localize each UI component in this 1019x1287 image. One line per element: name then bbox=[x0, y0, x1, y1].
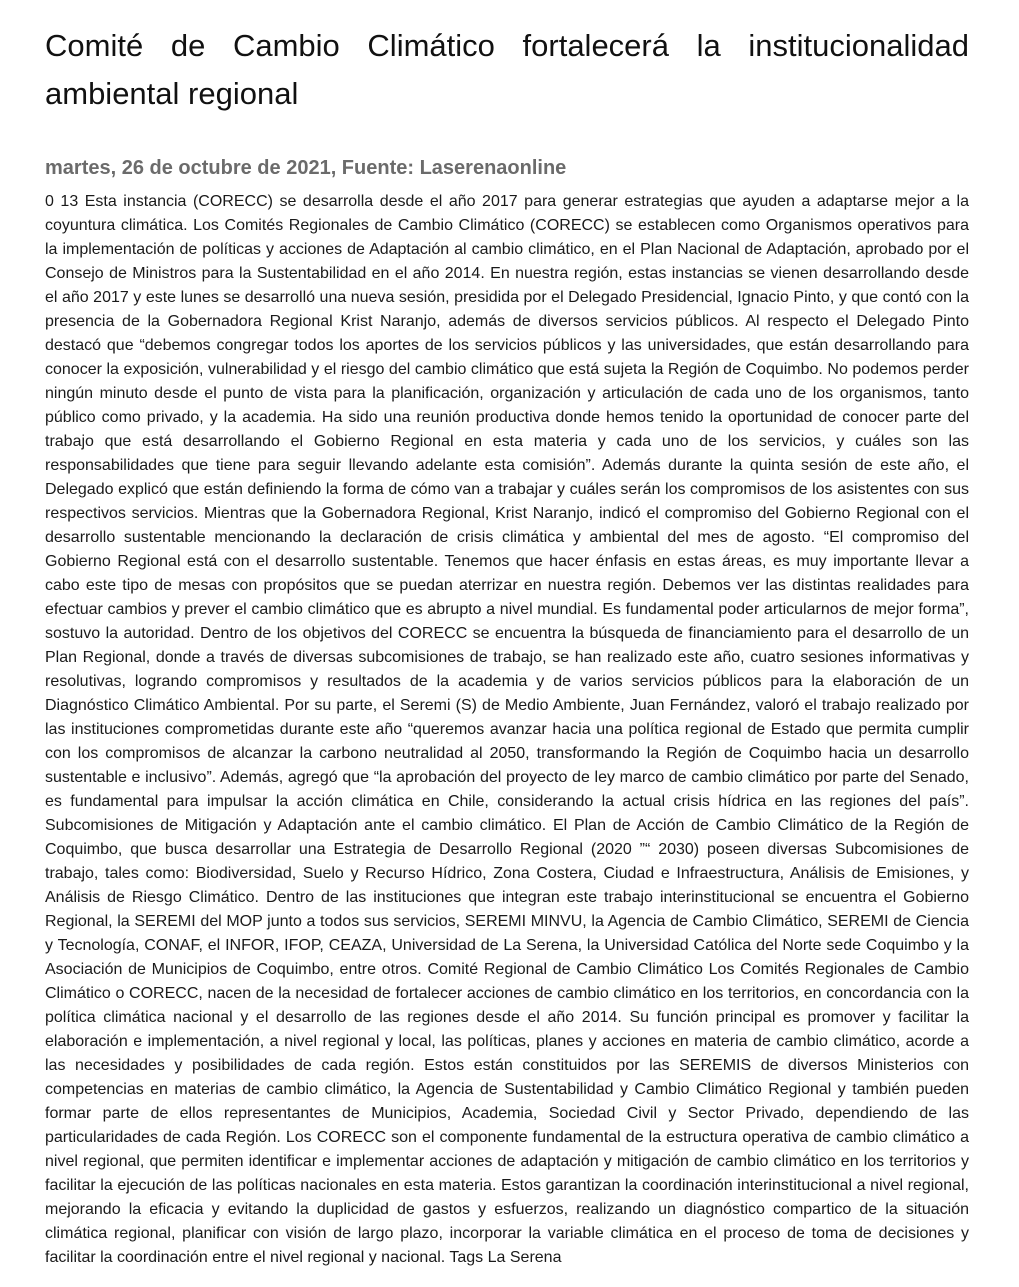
article-date-source: martes, 26 de octubre de 2021, Fuente: Laserenaonline bbox=[45, 157, 567, 179]
article-body: 0 13 Esta instancia (CORECC) se desarrolla desde el año 2017 para generar estrategias que ayuden a adaptarse mejor a la coyuntura climática. Los Comités Regionales de Cambio Climático (CORECC) se establecen como Organismos operativos para la implementación de políticas y acciones de Adaptación al cambio climático, en el Plan Nacional de Adaptación, aprobado por el Consejo de Ministros para la Sustentabilidad en el año 2014. En nuestra región, estas instancias se vienen desarrollando desde el año 2017 y este lunes se desarrolló una nueva sesión, presidida por el Delegado Presidencial, Ignacio Pinto, y que contó con la presencia de la Gobernadora Regional Krist Naranjo, además de diversos servicios públicos. Al respecto el Delegado Pinto destacó que “debemos congregar todos los aportes de los servicios públicos y las universidades, que están desarrollando para conocer la exposición, vulnerabilidad y el riesgo del cambio climático que está sujeta la Región de Coquimbo. No podemos perder ningún minuto desde el punto de vista para la planificación, organización y articulación de cada uno de los organismos, tanto público como privado, y la academia. Ha sido una reunión productiva donde hemos tenido la oportunidad de conocer parte del trabajo que está desarrollando el Gobierno Regional en esta materia y cada uno de los servicios, y cuáles son las responsabilidades que tiene para seguir llevando adelante esta comisión”. Además durante la quinta sesión de este año, el Delegado explicó que están definiendo la forma de cómo van a trabajar y cuáles serán los compromisos de los asistentes con sus respectivos servicios. Mientras que la Gobernadora Regional, Krist Naranjo, indicó el compromiso del Gobierno Regional con el desarrollo sustentable mencionando la declaración de crisis climática y ambiental del mes de agosto. “El compromiso del Gobierno Regional está con el desarrollo sustentable. Tenemos que hacer énfasis en estas áreas, es muy importante llevar a cabo este tipo de mesas con propósitos que se puedan aterrizar en nuestra región. Debemos ver las distintas realidades para efectuar cambios y prever el cambio climático que es abrupto a nivel mundial. Es fundamental poder articularnos de mejor forma”, sostuvo la autoridad. Dentro de los objetivos del CORECC se encuentra la búsqueda de financiamiento para el desarrollo de un Plan Regional, donde a través de diversas subcomisiones de trabajo, se han realizado este año, cuatro sesiones informativas y resolutivas, logrando compromisos y resultados de la academia y de varios servicios públicos para la elaboración de un Diagnóstico Climático Ambiental. Por su parte, el Seremi (S) de Medio Ambiente, Juan Fernández, valoró el trabajo realizado por las instituciones comprometidas durante este año “queremos avanzar hacia una política regional de Estado que permita cumplir con los compromisos de alcanzar la carbono neutralidad al 2050, transformando la Región de Coquimbo hacia un desarrollo sustentable e inclusivo”. Además, agregó que “la aprobación del proyecto de ley marco de cambio climático por parte del Senado, es fundamental para impulsar la acción climática en Chile, considerando la actual crisis hídrica en las regiones del país”. Subcomisiones de Mitigación y Adaptación ante el cambio climático. El Plan de Acción de Cambio Climático de la Región de Coquimbo, que busca desarrollar una Estrategia de Desarrollo Regional (2020 ”“ 2030) poseen diversas Subcomisiones de trabajo, tales como: Biodiversidad, Suelo y Recurso Hídrico, Zona Costera, Ciudad e Infraestructura, Análisis de Emisiones, y Análisis de Riesgo Climático. Dentro de las instituciones que integran este trabajo interinstitucional se encuentra el Gobierno Regional, la SEREMI del MOP junto a todos sus servicios, SEREMI MINVU, la Agencia de Cambio Climático, SEREMI de Ciencia y Tecnología, CONAF, el INFOR, IFOP, CEAZA, Universidad de La Serena, la Universidad Católica del Norte sede Coquimbo y la Asociación de Municipios de Coquimbo, entre otros. Comité Regional de Cambio Climático Los Comités Regionales de Cambio Climático o CORECC, nacen de la necesidad de fortalecer acciones de cambio climático en los territorios, en concordancia con la política climática nacional y el desarrollo de las regiones desde el año 2014. Su función principal es promover y facilitar la elaboración e implementación, a nivel regional y local, las políticas, planes y acciones en materia de cambio climático, acorde a las necesidades y posibilidades de cada región. Estos están constituidos por las SEREMIS de diversos Ministerios con competencias en materias de cambio climático, la Agencia de Sustentabilidad y Cambio Climático Regional y también pueden formar parte de ellos representantes de Municipios, Academia, Sociedad Civil y Sector Privado, dependiendo de las particularidades de cada Región. Los CORECC son el componente fundamental de la estructura operativa de cambio climático a nivel regional, que permiten identificar e implementar acciones de adaptación y mitigación de cambio climático en los territorios y facilitar la ejecución de las políticas nacionales en esta materia. Estos garantizan la coordinación interinstitucional a nivel regional, mejorando la eficacia y evitando la duplicidad de gastos y esfuerzos, realizando un diagnóstico compartico de la situación climática regional, planificar con visión de largo plazo, incorporar la variable climática en el proceso de toma de decisiones y facilitar la coordinación entre el nivel regional y nacional. Tags La Serena bbox=[45, 193, 969, 1266]
article-title: Comité de Cambio Climático fortalecerá la institucionalidad ambiental regional bbox=[45, 28, 969, 111]
article bbox=[45, 22, 969, 1270]
